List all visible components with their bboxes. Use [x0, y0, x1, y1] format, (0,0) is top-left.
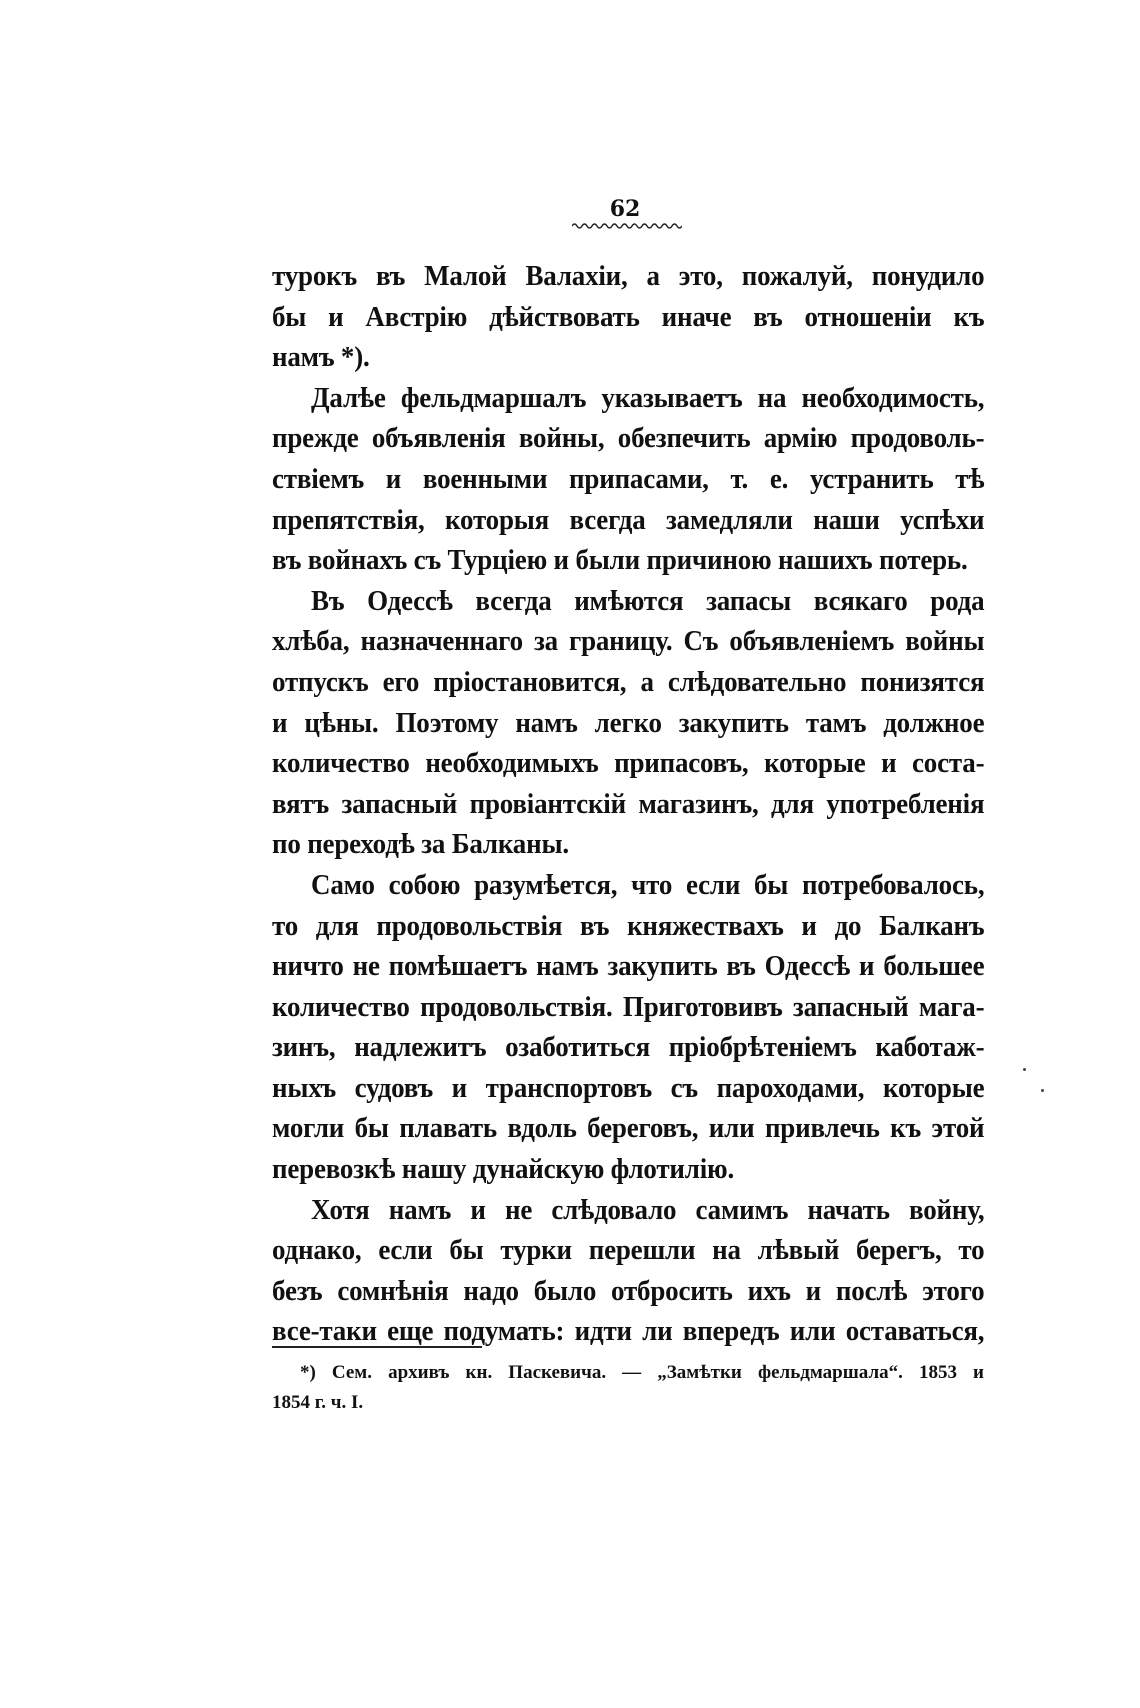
- text-line: въ войнахъ съ Турціею и были причиною нашихъ потерь.: [272, 544, 968, 577]
- text-line: и цѣны. Поэтому намъ легко закупить тамъ должное: [272, 706, 985, 739]
- text-line: Въ Одессѣ всегда имѣются запасы всякаго рода: [311, 584, 985, 617]
- text-line: бы и Австрію дѣйствовать иначе въ отношеніи къ: [272, 300, 985, 333]
- text-line: количество необходимыхъ припасовъ, которые и соста-: [272, 747, 985, 780]
- footnote-line: 1854 г. ч. I.: [272, 1392, 364, 1413]
- text-line: все-таки еще подумать: идти ли впередъ или оставаться,: [272, 1315, 985, 1348]
- scan-speck: [1023, 1068, 1026, 1071]
- text-line: Хотя намъ и не слѣдовало самимъ начать войну,: [311, 1193, 985, 1226]
- text-line: ничто не помѣшаетъ намъ закупить въ Одессѣ и большее: [272, 950, 985, 983]
- text-line: ствіемъ и военными припасами, т. е. устранить тѣ: [272, 462, 985, 495]
- text-line: по переходѣ за Балканы.: [272, 828, 569, 861]
- text-line: препятствія, которыя всегда замедляли наши успѣхи: [272, 503, 985, 536]
- body-text: [272, 256, 984, 1352]
- footnote-separator: [272, 1346, 482, 1348]
- text-line: зинъ, надлежитъ озаботиться пріобрѣтеніемъ каботаж-: [272, 1031, 985, 1064]
- text-line: прежде объявленія войны, обезпечить армію продоволь-: [272, 422, 985, 455]
- footnote: [272, 1358, 984, 1418]
- page-number-ornament: [572, 222, 682, 230]
- text-line: однако, если бы турки перешли на лѣвый берегъ, то: [272, 1234, 985, 1267]
- text-line: могли бы плавать вдоль береговъ, или привлечь къ этой: [272, 1112, 985, 1145]
- text-line: перевозкѣ нашу дунайскую флотилію.: [272, 1153, 735, 1186]
- text-line: намъ *).: [272, 341, 370, 374]
- text-line: Само собою разумѣется, что если бы потребовалось,: [311, 868, 985, 901]
- page-number: 62: [609, 196, 641, 222]
- text-line: ныхъ судовъ и транспортовъ съ пароходами, которые: [272, 1071, 985, 1104]
- text-line: вятъ запасный провіантскій магазинъ, для употребленія: [272, 787, 985, 820]
- footnote-line: *) Сем. архивъ кн. Паскевича. — „Замѣтки фельдмаршала“. 1853 и: [300, 1362, 984, 1383]
- text-line: Далѣе фельдмаршалъ указываетъ на необходимость,: [311, 381, 985, 414]
- scan-speck: [1041, 1089, 1044, 1092]
- text-line: безъ сомнѣнія надо было отбросить ихъ и послѣ этого: [272, 1274, 985, 1307]
- text-line: турокъ въ Малой Валахіи, а это, пожалуй, понудило: [272, 260, 985, 292]
- text-line: отпускъ его пріостановится, а слѣдовательно понизятся: [272, 665, 985, 698]
- text-line: количество продовольствія. Приготовивъ запасный мага-: [272, 990, 985, 1023]
- text-line: хлѣба, назначеннаго за границу. Съ объявленіемъ войны: [272, 625, 985, 658]
- text-line: то для продовольствія въ княжествахъ и до Балканъ: [272, 909, 985, 942]
